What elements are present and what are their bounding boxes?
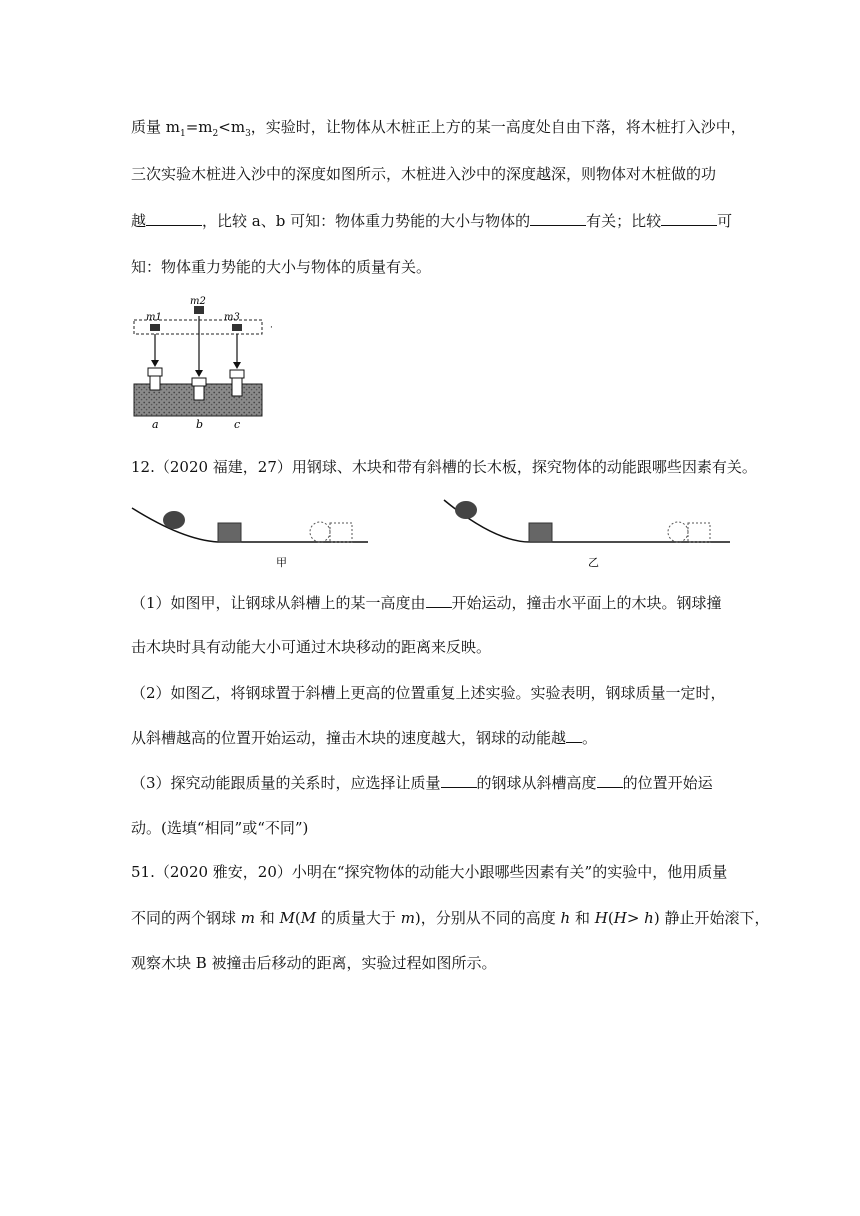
- q12-part3-line1: （3）探究动能跟质量的关系时，应选择让质量 的钢球从斜槽高度 的位置开始运: [131, 774, 713, 792]
- svg-text:·: ·: [270, 323, 273, 333]
- q51-line-1: 51.（2020 雅安，20）小明在“探究物体的动能大小跟哪些因素有关”的实验中，他用质量: [131, 863, 728, 881]
- figure-label-jia: 甲: [276, 556, 287, 569]
- q11-line-1: 质量 $m_1=m_2<m_3$，实验时，让物体从木桩正上方的某一高度处自由下落，将木桩打入沙中，: [131, 118, 746, 139]
- q11-line-3: 越 ，比较 a、b 可知：物体重力势能的大小与物体的 有关；比较 可: [131, 212, 733, 230]
- q12-header: 12.（2020 福建，27）用钢球、木块和带有斜槽的长木板，探究物体的动能跟哪些因素有关。: [131, 458, 757, 476]
- label-m1: m1: [146, 312, 162, 323]
- label-a: a: [152, 418, 159, 431]
- label-b: b: [196, 418, 204, 431]
- stakes-sand-figure: [128, 296, 288, 431]
- ramp-figure-yi: [440, 492, 740, 572]
- label-m2: m2: [190, 296, 206, 307]
- ramp-figure-jia: [128, 500, 378, 570]
- label-c: c: [234, 418, 241, 431]
- figure-label-yi: 乙: [588, 556, 599, 569]
- q51-line-3: 观察木块 B 被撞击后移动的距离，实验过程如图所示。: [131, 954, 497, 972]
- q12-part2-line2: 从斜槽越高的位置开始运动，撞击木块的速度越大，钢球的动能越 。: [131, 729, 598, 747]
- answer-blank[interactable]: [426, 593, 452, 608]
- answer-blank[interactable]: [530, 211, 586, 226]
- q12-part1-line2: 击木块时具有动能大小可通过木块移动的距离来反映。: [131, 638, 492, 656]
- answer-blank[interactable]: [441, 773, 477, 788]
- q51-line-2: 不同的两个钢球 m 和 M(M 的质量大于 m)，分别从不同的高度 h 和 H(H> h) 静止开始滚下，: [131, 909, 770, 927]
- q12-part2-line1: （2）如图乙，将钢球置于斜槽上更高的位置重复上述实验。实验表明，钢球质量一定时，: [131, 684, 726, 702]
- answer-blank[interactable]: [146, 211, 202, 226]
- answer-blank[interactable]: [661, 211, 717, 226]
- q11-line-4: 知：物体重力势能的大小与物体的质量有关。: [131, 258, 432, 276]
- answer-blank[interactable]: [566, 728, 582, 743]
- q12-part1-line1: （1）如图甲，让钢球从斜槽上的某一高度由 开始运动，撞击水平面上的木块。钢球撞: [131, 594, 722, 612]
- q12-part3-line2: 动。(选填“相同”或“不同”): [131, 819, 309, 837]
- q11-line-2: 三次实验木桩进入沙中的深度如图所示，木桩进入沙中的深度越深，则物体对木桩做的功: [131, 165, 717, 183]
- answer-blank[interactable]: [597, 773, 623, 788]
- label-m3: m3: [224, 312, 240, 323]
